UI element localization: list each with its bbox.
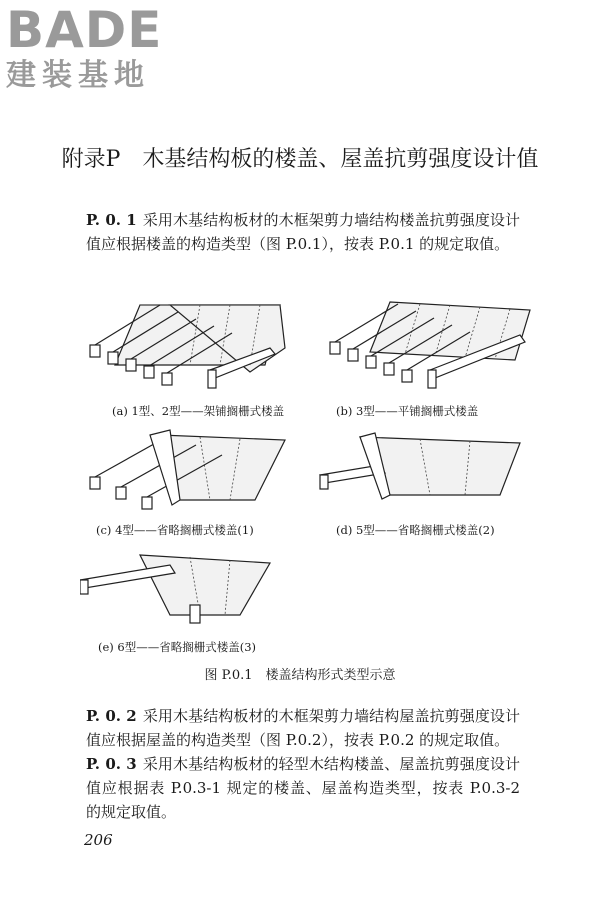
figure-caption: 图 P.0.1 楼盖结构形式类型示意: [204, 668, 396, 683]
paragraph-text: 采用木基结构板材的木框架剪力墙结构楼盖抗剪强度设计值应根据楼盖的构造类型（图 P.0.1），按表 P.0.1 的规定取值。: [86, 211, 520, 253]
floor-structure-figure: [80, 290, 540, 670]
page-number: 206: [84, 831, 113, 849]
diagram-c: [90, 430, 285, 509]
subcaption-a: (a) 1型、2型——架铺搁栅式楼盖: [112, 404, 285, 418]
paragraph-p01: [86, 208, 520, 256]
subcaption-c: (c) 4型——省略搁栅式楼盖(1): [96, 523, 254, 537]
bade-logo: [6, 2, 176, 94]
paragraph-number: P. 0. 1: [86, 211, 137, 229]
subcaption-b: (b) 3型——平铺搁栅式楼盖: [336, 404, 479, 418]
diagram-e: [80, 555, 270, 623]
paragraph-p02: [86, 704, 520, 752]
paragraph-text: 采用木基结构板材的木框架剪力墙结构屋盖抗剪强度设计值应根据屋盖的构造类型（图 P.0.2），按表 P.0.2 的规定取值。: [86, 707, 520, 749]
paragraph-number: P. 0. 2: [86, 707, 137, 725]
diagram-a: [90, 305, 285, 388]
logo-chinese-text: 建装基地: [6, 58, 150, 93]
appendix-title: 附录P 木基结构板的楼盖、屋盖抗剪强度设计值: [61, 147, 539, 172]
diagram-b: [330, 302, 530, 388]
paragraph-text: 采用木基结构板材的轻型木结构楼盖、屋盖抗剪强度设计值应根据表 P.0.3-1 规定的楼盖、屋盖构造类型，按表 P.0.3-2 的规定取值。: [86, 755, 520, 821]
subcaption-d: (d) 5型——省略搁栅式楼盖(2): [336, 523, 495, 537]
paragraph-p03: [86, 752, 520, 824]
paragraph-number: P. 0. 3: [86, 755, 137, 773]
logo-latin-text: BADE: [6, 1, 163, 59]
subcaption-e: (e) 6型——省略搁栅式楼盖(3): [98, 640, 257, 654]
diagram-d: [320, 433, 520, 499]
